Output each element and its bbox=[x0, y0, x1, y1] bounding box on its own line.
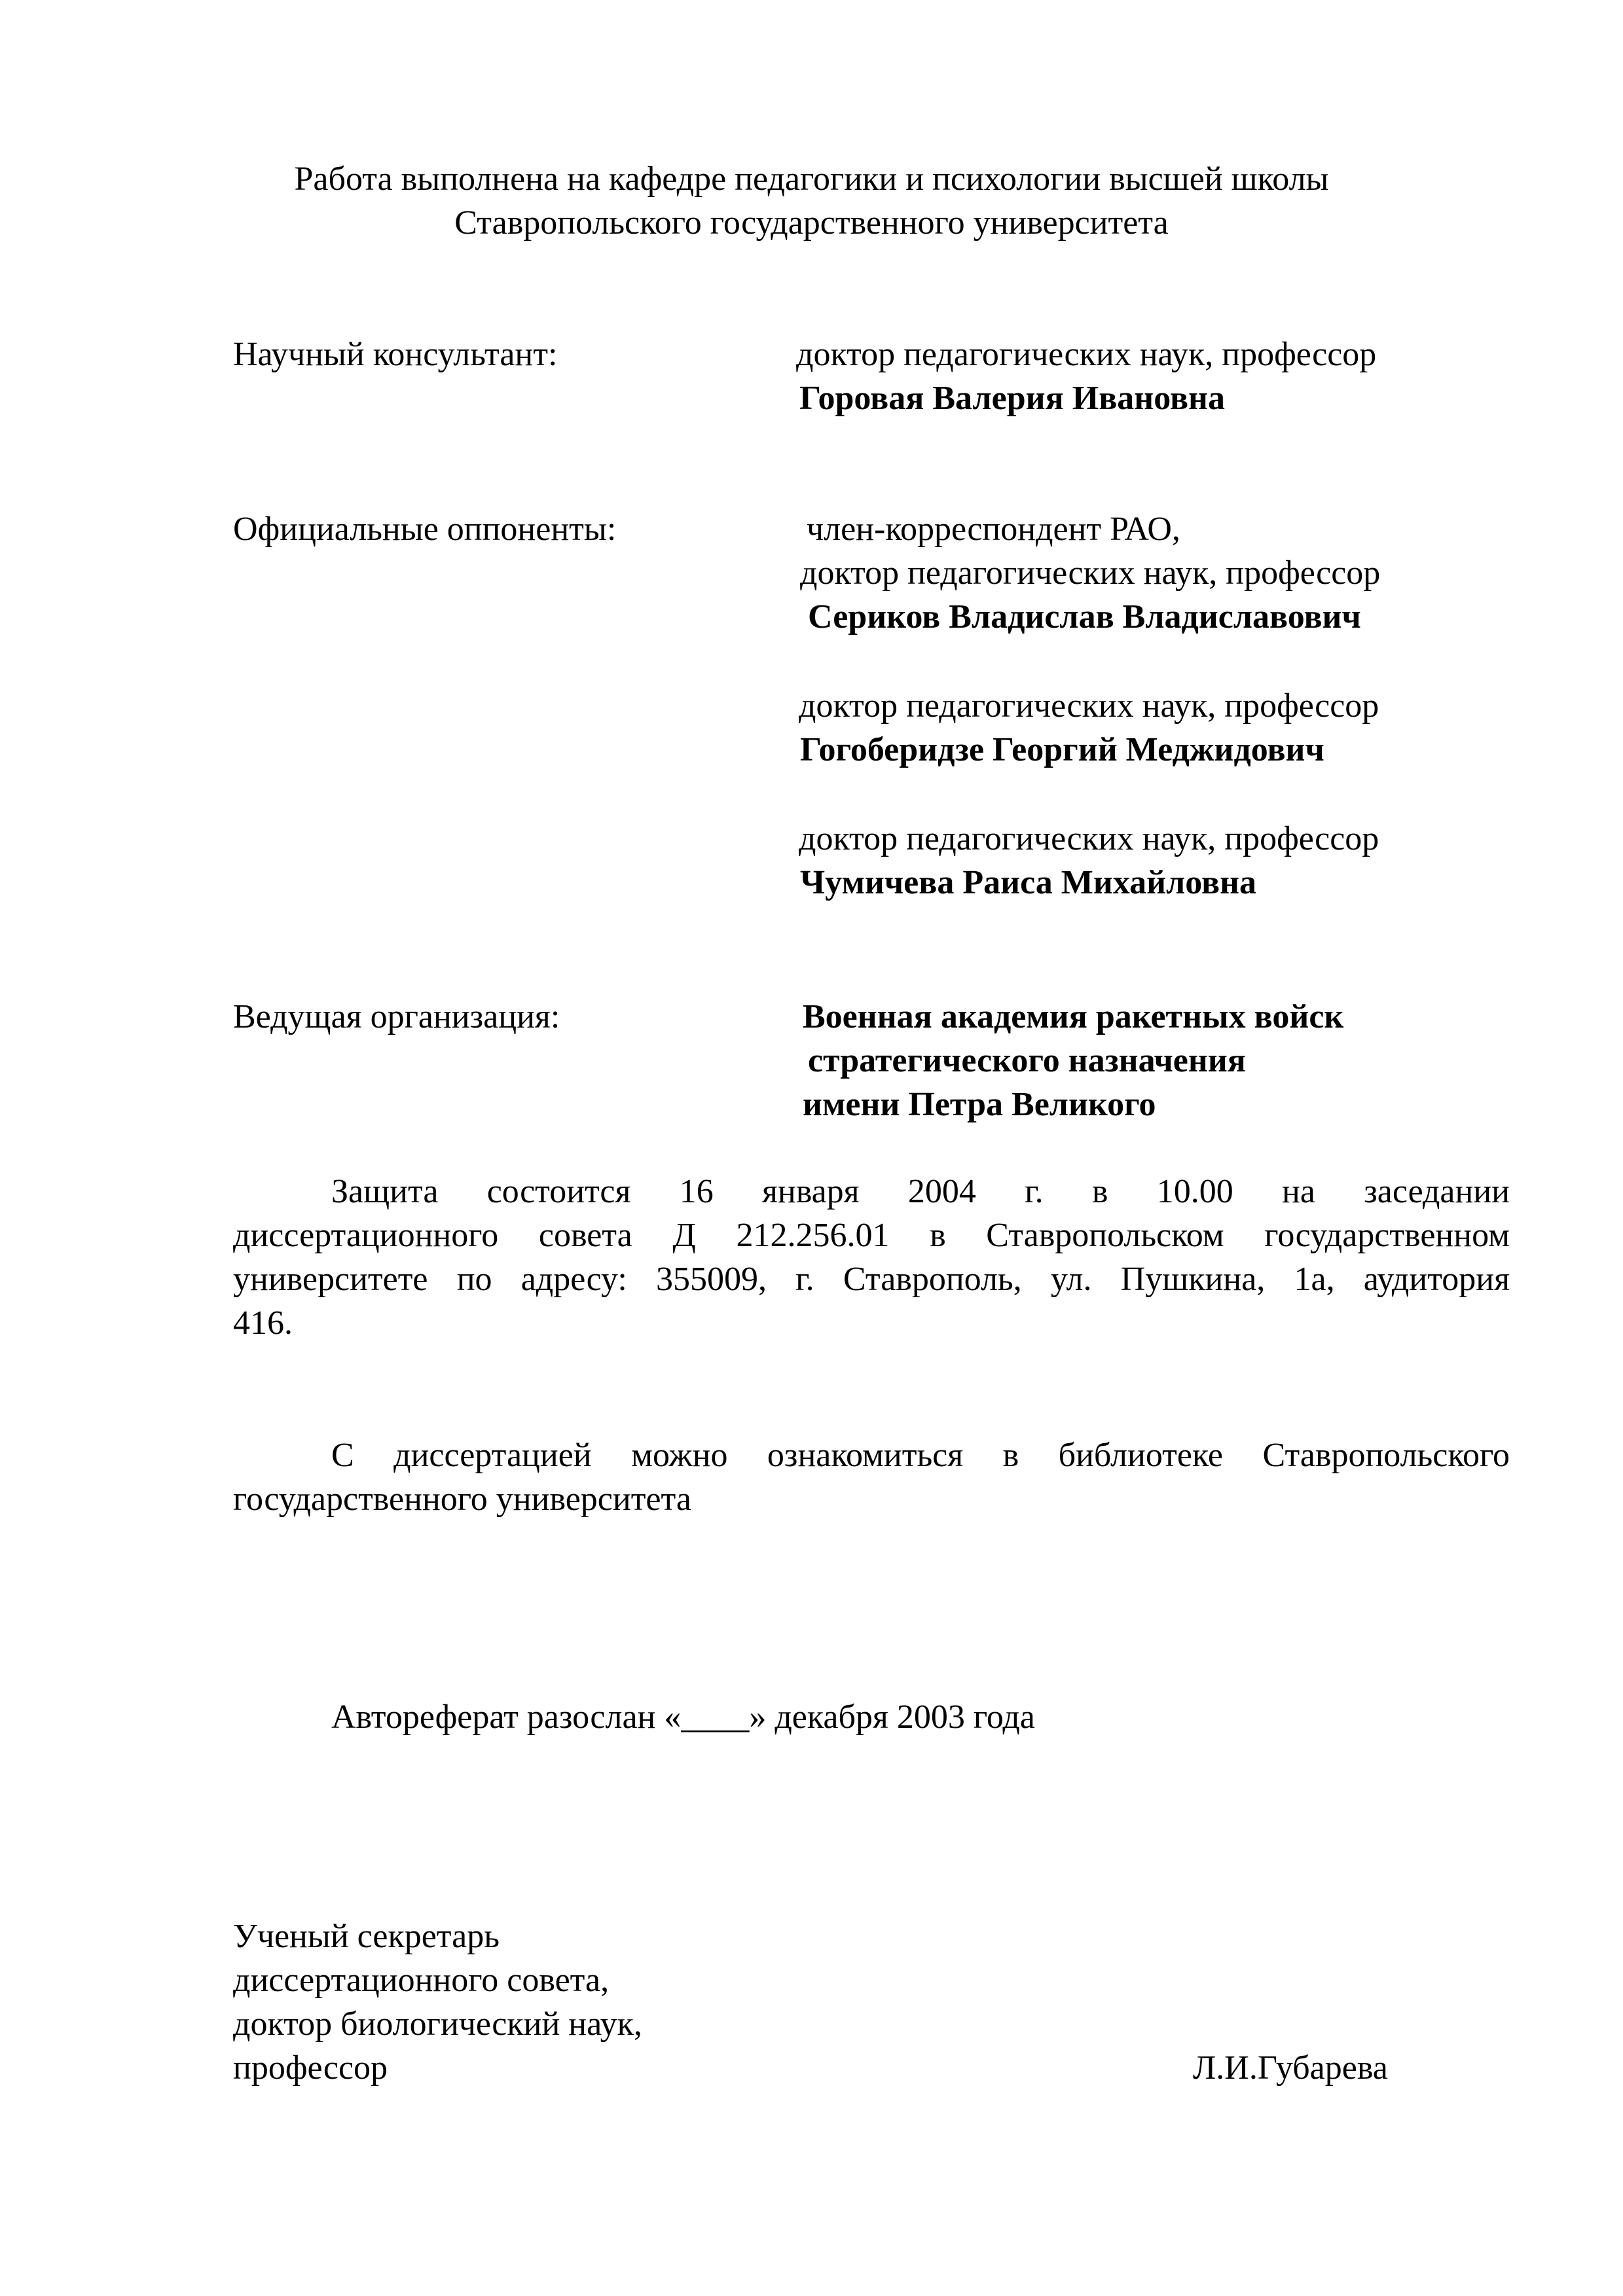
signature-name: Л.И.Губарева bbox=[1193, 2049, 1388, 2087]
signature-line-3: доктор биологический наук, bbox=[233, 2005, 642, 2043]
opponent-1-name: Сериков Владислав Владиславович bbox=[808, 598, 1361, 636]
library-line-2: государственного университета bbox=[233, 1480, 691, 1518]
opponent-1-title-extra: член-корреспондент РАО, bbox=[807, 511, 1180, 548]
leading-org-label: Ведущая организация: bbox=[233, 998, 560, 1035]
header-line-1: Работа выполнена на кафедре педагогики и психологии высшей школы bbox=[294, 160, 1329, 198]
opponents-label: Официальные оппоненты: bbox=[233, 511, 617, 548]
consultant-label: Научный консультант: bbox=[233, 336, 558, 373]
leading-org-line-1: Военная академия ракетных войск bbox=[803, 998, 1344, 1035]
consultant-title: доктор педагогических наук, профессор bbox=[796, 336, 1377, 373]
defense-line-2: диссертационного совета Д 212.256.01 в Ставропольском государственном bbox=[233, 1217, 1510, 1254]
signature-line-2: диссертационного совета, bbox=[233, 1962, 610, 1999]
abstract-sent-line: Автореферат разослан «____» декабря 2003 года bbox=[331, 1698, 1035, 1736]
opponent-3-title: доктор педагогических наук, профессор bbox=[799, 820, 1379, 857]
header-line-2: Ставропольского государственного университета bbox=[454, 204, 1169, 242]
defense-line-1: Защита состоится 16 января 2004 г. в 10.00 на заседании bbox=[331, 1173, 1510, 1210]
defense-line-4: 416. bbox=[233, 1304, 293, 1342]
leading-org-line-3: имени Петра Великого bbox=[803, 1086, 1156, 1123]
library-line-1: С диссертацией можно ознакомиться в библиотеке Ставропольского bbox=[331, 1437, 1510, 1474]
signature-line-1: Ученый секретарь bbox=[233, 1918, 500, 1955]
opponent-1-title: доктор педагогических наук, профессор bbox=[800, 554, 1381, 592]
opponent-2-title: доктор педагогических наук, профессор bbox=[799, 687, 1379, 725]
consultant-name: Горовая Валерия Ивановна bbox=[799, 380, 1225, 417]
leading-org-line-2: стратегического назначения bbox=[808, 1042, 1246, 1079]
signature-line-4: профессор bbox=[233, 2049, 388, 2087]
opponent-3-name: Чумичева Раиса Михайловна bbox=[800, 864, 1257, 901]
opponent-2-name: Гогоберидзе Георгий Меджидович bbox=[800, 731, 1324, 768]
defense-line-3: университете по адресу: 355009, г. Ставрополь, ул. Пушкина, 1а, аудитория bbox=[233, 1261, 1510, 1298]
